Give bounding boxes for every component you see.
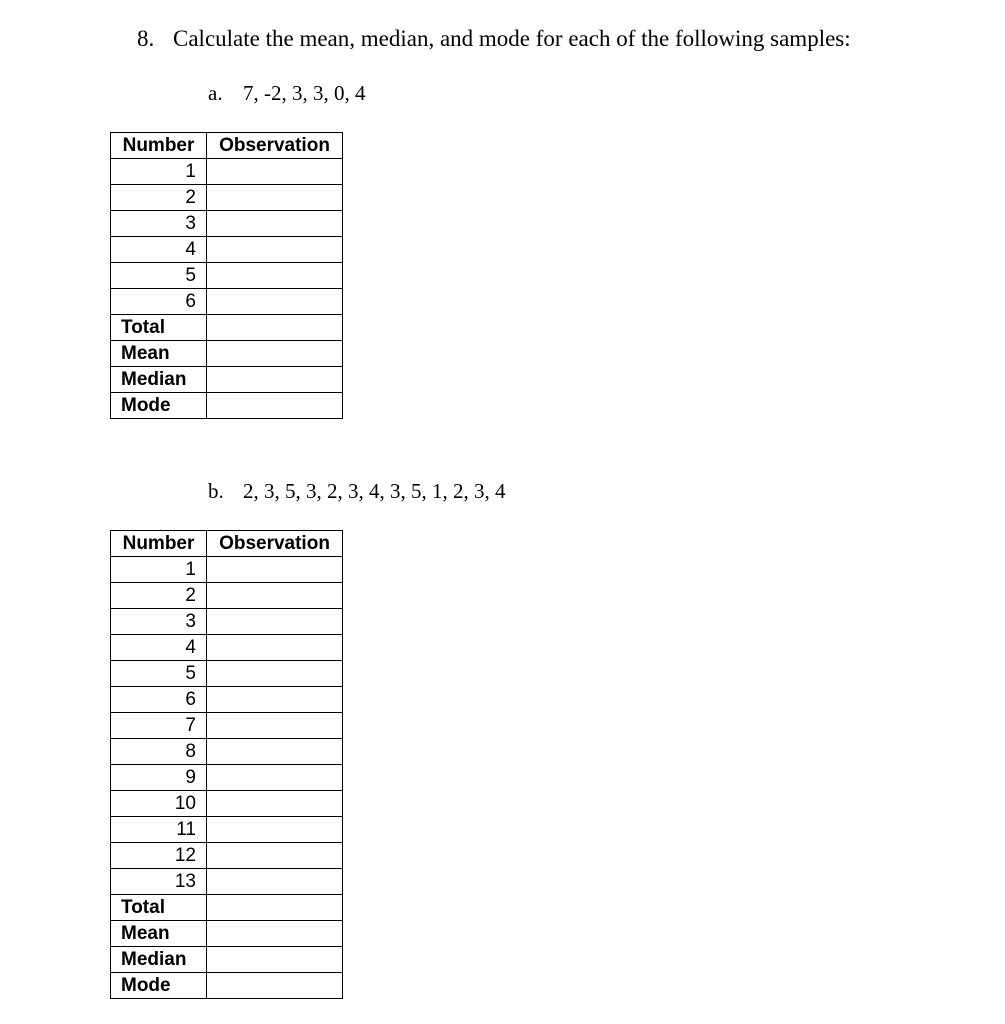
row-number-cell: 1 (111, 159, 207, 185)
observation-cell (207, 635, 343, 661)
row-number-cell: 2 (111, 185, 207, 211)
table-row (111, 739, 343, 765)
table-row (111, 817, 343, 843)
table-row (111, 557, 343, 583)
table-row (111, 765, 343, 791)
sample-a-letter: a. (208, 81, 223, 105)
row-number-cell: 3 (111, 609, 207, 635)
table-row (111, 713, 343, 739)
row-number-cell: 12 (111, 843, 207, 869)
table-row (111, 843, 343, 869)
summary-value-cell (207, 367, 343, 393)
table-row (111, 583, 343, 609)
summary-row (111, 921, 343, 947)
observation-cell (207, 791, 343, 817)
question-text: Calculate the mean, median, and mode for each of the following samples: (173, 26, 851, 51)
summary-value-cell (207, 341, 343, 367)
header-observation: Observation (207, 133, 343, 159)
summary-label: Total (111, 315, 207, 341)
observation-cell (207, 583, 343, 609)
table-header-row (111, 133, 343, 159)
table-row (111, 185, 343, 211)
observation-cell (207, 713, 343, 739)
table-row (111, 635, 343, 661)
table-row (111, 263, 343, 289)
summary-value-cell (207, 973, 343, 999)
row-number-cell: 11 (111, 817, 207, 843)
row-number-cell: 4 (111, 635, 207, 661)
header-number: Number (111, 133, 207, 159)
row-number-cell: 8 (111, 739, 207, 765)
summary-row (111, 947, 343, 973)
observation-cell (207, 263, 343, 289)
row-number-cell: 1 (111, 557, 207, 583)
row-number-cell: 7 (111, 713, 207, 739)
table-row (111, 791, 343, 817)
observation-cell (207, 817, 343, 843)
sample-a-table (110, 132, 343, 419)
row-number-cell: 5 (111, 661, 207, 687)
sample-a-prompt (208, 79, 366, 107)
question-number: 8. (137, 26, 155, 51)
observation-cell (207, 869, 343, 895)
sample-a-values: 7, -2, 3, 3, 0, 4 (243, 81, 366, 105)
observation-cell (207, 765, 343, 791)
summary-row (111, 973, 343, 999)
summary-row (111, 895, 343, 921)
summary-label: Mode (111, 973, 207, 999)
observation-cell (207, 289, 343, 315)
table-row (111, 869, 343, 895)
sample-b-values: 2, 3, 5, 3, 2, 3, 4, 3, 5, 1, 2, 3, 4 (243, 479, 506, 503)
summary-row (111, 315, 343, 341)
table-row (111, 159, 343, 185)
summary-value-cell (207, 315, 343, 341)
sample-b-prompt (208, 477, 506, 505)
summary-row (111, 367, 343, 393)
table-header-row (111, 531, 343, 557)
summary-value-cell (207, 921, 343, 947)
header-observation: Observation (207, 531, 343, 557)
sample-b-table (110, 530, 343, 999)
row-number-cell: 5 (111, 263, 207, 289)
table-row (111, 211, 343, 237)
row-number-cell: 13 (111, 869, 207, 895)
summary-value-cell (207, 895, 343, 921)
observation-cell (207, 687, 343, 713)
header-number: Number (111, 531, 207, 557)
row-number-cell: 10 (111, 791, 207, 817)
row-number-cell: 3 (111, 211, 207, 237)
row-number-cell: 6 (111, 687, 207, 713)
summary-label: Median (111, 367, 207, 393)
table-row (111, 609, 343, 635)
observation-cell (207, 609, 343, 635)
row-number-cell: 2 (111, 583, 207, 609)
summary-label: Mean (111, 921, 207, 947)
table-row (111, 289, 343, 315)
table-row (111, 687, 343, 713)
observation-cell (207, 661, 343, 687)
table-row (111, 237, 343, 263)
row-number-cell: 9 (111, 765, 207, 791)
observation-cell (207, 739, 343, 765)
observation-cell (207, 843, 343, 869)
observation-cell (207, 211, 343, 237)
table-row (111, 661, 343, 687)
row-number-cell: 6 (111, 289, 207, 315)
summary-value-cell (207, 393, 343, 419)
question-prompt (137, 24, 851, 54)
observation-cell (207, 237, 343, 263)
summary-value-cell (207, 947, 343, 973)
summary-row (111, 393, 343, 419)
summary-row (111, 341, 343, 367)
observation-cell (207, 185, 343, 211)
summary-label: Mode (111, 393, 207, 419)
summary-label: Total (111, 895, 207, 921)
observation-cell (207, 557, 343, 583)
sample-b-letter: b. (208, 479, 224, 503)
summary-label: Mean (111, 341, 207, 367)
row-number-cell: 4 (111, 237, 207, 263)
summary-label: Median (111, 947, 207, 973)
observation-cell (207, 159, 343, 185)
